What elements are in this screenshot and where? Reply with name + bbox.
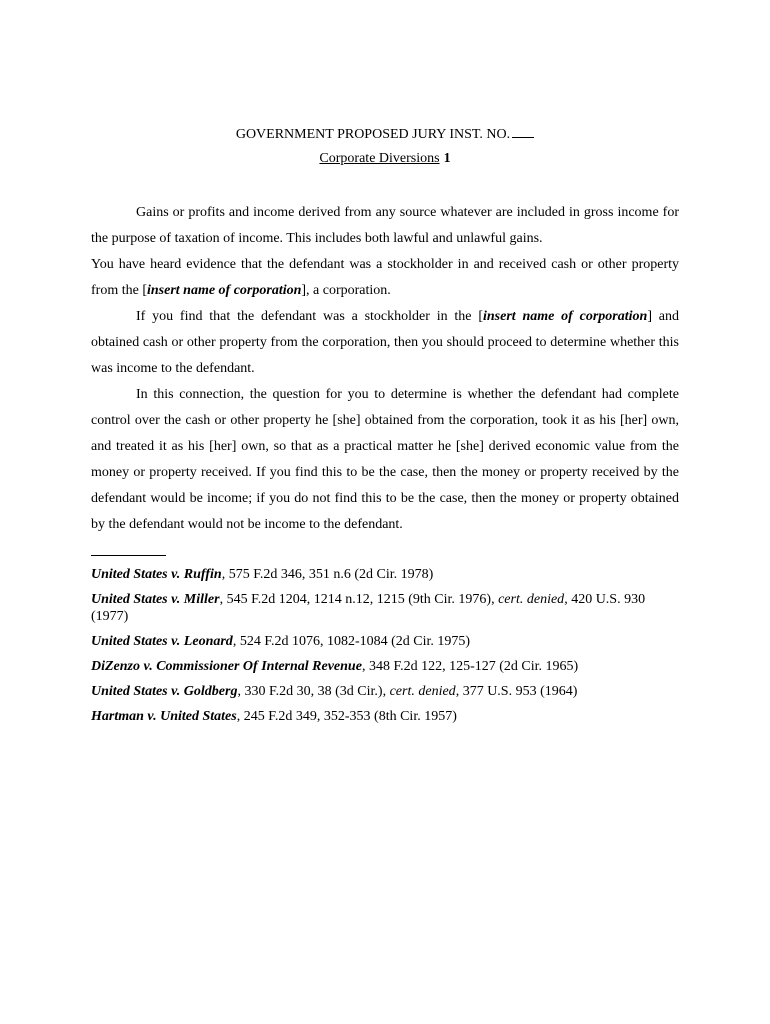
citation-case-name: United States v. Goldberg <box>91 684 238 699</box>
citation-case-name: Hartman v. United States <box>91 709 237 724</box>
page-subtitle <box>0 151 770 167</box>
paragraph-4: In this connection, the question for you to determine is whether the defendant had complete control over the cash or other property he [she] obtained from the corporation, took it as his [her] own, and treated it as his [her] own, so that as a practical matter he [she] derived economic value from the money or property received. If you find this to be the case, then the money or property received by the defendant would be income; if you do not find this to be the case, then the money or property obtained by the defendant would not be income to the defendant. <box>91 387 679 532</box>
paragraph-3-placeholder: insert name of corporation <box>482 309 648 324</box>
citation-item <box>91 708 681 725</box>
paragraph-3 <box>91 304 679 382</box>
citation-case-name: United States v. Miller <box>91 592 220 607</box>
paragraph-2-text-b: ], a corporation. <box>301 283 391 298</box>
subtitle-text: Corporate Diversions <box>319 151 440 166</box>
citation-italic: cert. denied <box>389 684 456 699</box>
title-text: GOVERNMENT PROPOSED JURY INST. NO. <box>235 127 511 142</box>
paragraph-1: Gains or profits and income derived from any source whatever are included in gross income for the purpose of taxation of income. This includes both lawful and unlawful gains. <box>91 205 679 246</box>
citation-reporter: , 524 F.2d 1076, 1082-1084 (2d Cir. 1975) <box>232 634 471 649</box>
citation-reporter: , 545 F.2d 1204, 1214 n.12, 1215 (9th Cir. 1976), <box>219 592 499 607</box>
citation-reporter: , 245 F.2d 349, 352-353 (8th Cir. 1957) <box>236 709 457 724</box>
citation-item <box>91 566 681 583</box>
instruction-body <box>91 200 679 538</box>
citation-case-name: United States v. Ruffin <box>91 567 222 582</box>
citation-item <box>91 591 681 625</box>
paragraph-3-text-a: If you find that the defendant was a stockholder in the [ <box>136 309 483 324</box>
footnote-marker: 1 <box>443 151 451 166</box>
paragraph-3-text-b: ] and obtained cash or other property from the corporation, then you should proceed to determine whether this was income to the defendant. <box>91 309 679 376</box>
citation-reporter: , 348 F.2d 122, 125-127 (2d Cir. 1965) <box>361 659 579 674</box>
citation-item <box>91 633 681 650</box>
citation-reporter: , 575 F.2d 346, 351 n.6 (2d Cir. 1978) <box>221 567 434 582</box>
paragraph-2-text-a: You have heard evidence that the defendant was a stockholder in and received cash or other property from the [ <box>91 257 679 298</box>
citation-tail: , 420 U.S. 930 (1977) <box>91 592 646 624</box>
citation-reporter: , 330 F.2d 30, 38 (3d Cir.), <box>237 684 390 699</box>
citation-item <box>91 658 681 675</box>
footnote-divider <box>91 555 166 556</box>
citation-list <box>91 566 681 733</box>
citation-tail: , 377 U.S. 953 (1964) <box>455 684 578 699</box>
page-title <box>0 125 770 143</box>
citation-case-name: DiZenzo v. Commissioner Of Internal Revenue <box>91 659 362 674</box>
citation-case-name: United States v. Leonard <box>91 634 233 649</box>
citation-italic: cert. denied <box>498 592 565 607</box>
paragraph-2-placeholder: insert name of corporation <box>146 283 302 298</box>
citation-item <box>91 683 681 700</box>
paragraph-2 <box>91 252 679 304</box>
instruction-number-blank <box>512 125 534 138</box>
